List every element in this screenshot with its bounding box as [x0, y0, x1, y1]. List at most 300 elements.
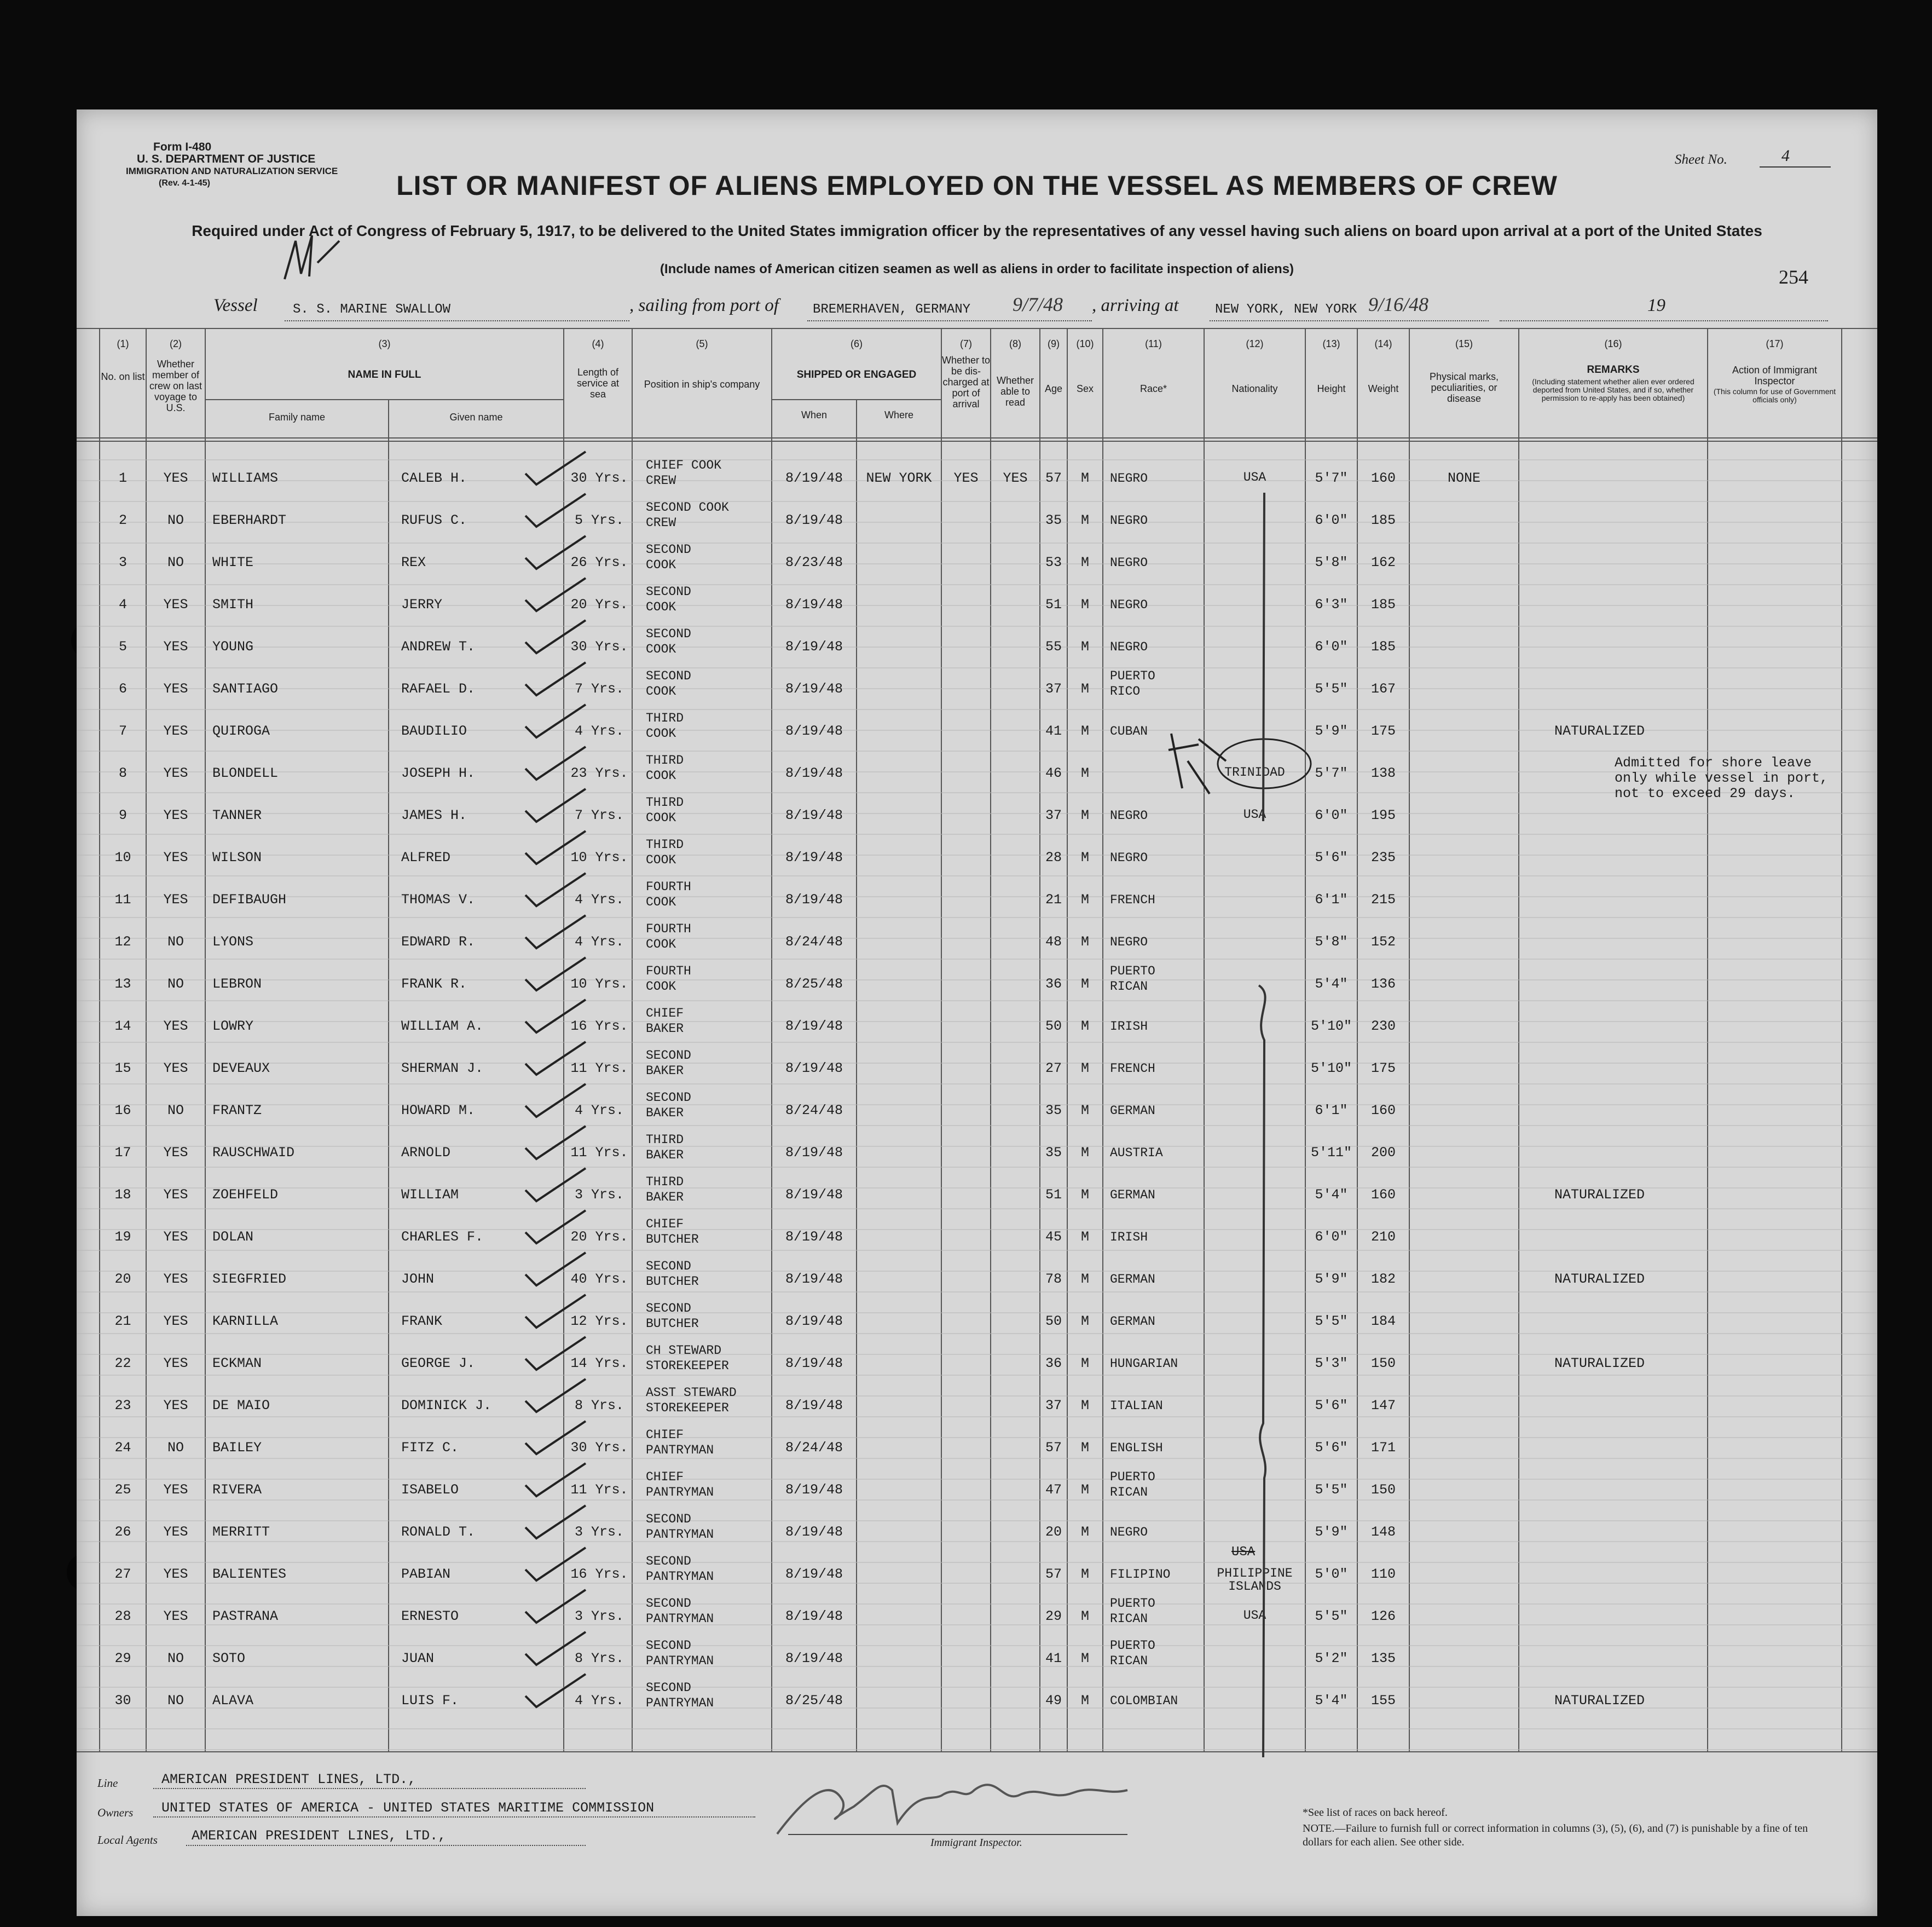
- cell-age: 21: [1045, 892, 1062, 908]
- cell-race-line-1: PUERTO: [1110, 964, 1155, 978]
- cell-when: 8/19/48: [785, 892, 843, 908]
- col-header-weight: Weight: [1368, 383, 1399, 394]
- cell-member: YES: [163, 723, 188, 739]
- cell-race-line-1: NEGRO: [1110, 640, 1148, 654]
- cell-sex: M: [1080, 850, 1089, 866]
- cell-family: WILSON: [212, 850, 262, 866]
- cell-length: 14 Yrs.: [570, 1355, 628, 1371]
- cell-no: 27: [114, 1566, 131, 1582]
- cell-family: RAUSCHWAID: [212, 1145, 295, 1161]
- cell-height: 5'9": [1315, 723, 1348, 739]
- cell-race-line-1: PUERTO: [1110, 669, 1155, 683]
- cell-age: 47: [1045, 1482, 1062, 1498]
- cell-member: NO: [167, 1103, 184, 1118]
- cell-position-line-2: CREW: [646, 474, 676, 488]
- cell-height: 6'0": [1315, 639, 1348, 655]
- cell-no: 10: [114, 850, 131, 866]
- cell-weight: 155: [1370, 1693, 1396, 1709]
- cell-race-line-1: PUERTO: [1110, 1596, 1155, 1611]
- cell-height: 6'1": [1315, 1103, 1348, 1118]
- cell-position-line-1: SECOND: [646, 1259, 691, 1273]
- cell-family: RIVERA: [212, 1482, 262, 1498]
- cell-sex: M: [1080, 1608, 1089, 1624]
- cell-sex: M: [1080, 1524, 1089, 1540]
- cell-position-line-2: BUTCHER: [646, 1317, 699, 1331]
- cell-position-line-2: PANTRYMAN: [646, 1443, 714, 1457]
- cell-when: 8/19/48: [785, 597, 843, 613]
- col-header-family: Family name: [268, 412, 326, 423]
- col-num-11: (11): [1145, 338, 1162, 349]
- cell-given: SHERMAN J.: [401, 1060, 484, 1076]
- cell-race-line-1: COLOMBIAN: [1110, 1694, 1178, 1708]
- cell-sex: M: [1080, 723, 1089, 739]
- inspector-label: Immigrant Inspector.: [930, 1837, 1022, 1849]
- cell-position-line-1: ASST STEWARD: [646, 1386, 737, 1400]
- cell-sex: M: [1080, 934, 1089, 950]
- cell-nat: USA: [1243, 1608, 1266, 1623]
- cell-given: ANDREW T.: [401, 639, 476, 655]
- cell-weight: 135: [1370, 1651, 1396, 1666]
- cell-family: WHITE: [212, 555, 254, 570]
- cell-length: 8 Yrs.: [574, 1651, 624, 1666]
- cell-member: YES: [163, 1060, 188, 1076]
- cell-position-line-2: BAKER: [646, 1106, 684, 1120]
- cell-length: 7 Yrs.: [574, 681, 624, 697]
- cell-sex: M: [1080, 1440, 1089, 1456]
- cell-race-line-1: PUERTO: [1110, 1638, 1155, 1653]
- cell-age: 50: [1045, 1313, 1062, 1329]
- cell-weight: 147: [1370, 1398, 1396, 1413]
- cell-age: 57: [1045, 470, 1062, 486]
- cell-age: 28: [1045, 850, 1062, 866]
- cell-race-line-1: HUNGARIAN: [1110, 1357, 1178, 1371]
- cell-member: YES: [163, 639, 188, 655]
- col-num-4: (4): [592, 338, 604, 349]
- department-line: U. S. DEPARTMENT OF JUSTICE: [137, 153, 316, 165]
- cell-race-line-1: NEGRO: [1110, 514, 1148, 528]
- cell-position-line-1: SECOND: [646, 1681, 691, 1695]
- cell-member: YES: [163, 1271, 188, 1287]
- cell-age: 37: [1045, 681, 1062, 697]
- cell-given: LUIS F.: [401, 1693, 459, 1709]
- cell-weight: 235: [1370, 850, 1396, 866]
- cell-weight: 152: [1370, 934, 1396, 950]
- cell-position-line-1: SECOND: [646, 1638, 691, 1653]
- cell-position-line-2: COOK: [646, 600, 676, 614]
- cell-member: NO: [167, 512, 184, 528]
- cell-when: 8/24/48: [785, 1103, 843, 1118]
- cell-age: 55: [1045, 639, 1062, 655]
- cell-age: 46: [1045, 765, 1062, 781]
- cell-sex: M: [1080, 1271, 1089, 1287]
- cell-position-line-2: CREW: [646, 516, 676, 530]
- cell-position-line-2: PANTRYMAN: [646, 1612, 714, 1626]
- cell-length: 4 Yrs.: [574, 934, 624, 950]
- admitted-note: Admitted for shore leave only while vessel in port, not to exceed 29 days.: [1615, 755, 1829, 801]
- cell-race-line-1: GERMAN: [1110, 1188, 1155, 1202]
- cell-given: JERRY: [401, 597, 443, 613]
- col-header-physical: Physical marks, peculiarities, or disease: [1429, 371, 1499, 404]
- cell-read: YES: [1003, 470, 1028, 486]
- cell-remarks: NATURALIZED: [1554, 1355, 1645, 1371]
- cell-no: 25: [114, 1482, 131, 1498]
- cell-position-line-1: SECOND: [646, 669, 691, 683]
- cell-sex: M: [1080, 765, 1089, 781]
- cell-age: 78: [1045, 1271, 1062, 1287]
- cell-weight: 200: [1370, 1145, 1396, 1161]
- cell-height: 5'9": [1315, 1524, 1348, 1540]
- cell-when: 8/19/48: [785, 1060, 843, 1076]
- cell-height: 5'10": [1310, 1018, 1352, 1034]
- year-label: 19: [1647, 296, 1665, 315]
- cell-no: 7: [118, 723, 127, 739]
- cell-length: 4 Yrs.: [574, 892, 624, 908]
- cell-length: 10 Yrs.: [570, 850, 628, 866]
- cell-weight: 185: [1370, 597, 1396, 613]
- cell-when: 8/25/48: [785, 1693, 843, 1709]
- cell-race-line-1: GERMAN: [1110, 1272, 1155, 1286]
- col-header-nationality: Nationality: [1231, 383, 1278, 394]
- cell-no: 12: [114, 934, 131, 950]
- cell-weight: 171: [1370, 1440, 1396, 1456]
- cell-height: 5'5": [1315, 681, 1348, 697]
- cell-position-line-2: PANTRYMAN: [646, 1696, 714, 1710]
- cell-race-line-2: RICAN: [1110, 979, 1148, 994]
- col-num-3: (3): [378, 338, 391, 349]
- col-header-name: NAME IN FULL: [348, 369, 421, 380]
- cell-family: EBERHARDT: [212, 512, 287, 528]
- cell-member: NO: [167, 555, 184, 570]
- col-num-5: (5): [696, 338, 708, 349]
- owners-label: Owners: [97, 1806, 134, 1819]
- cell-weight: 150: [1370, 1482, 1396, 1498]
- cell-race-line-2: RICAN: [1110, 1485, 1148, 1499]
- cell-sex: M: [1080, 1229, 1089, 1245]
- cell-weight: 160: [1370, 1103, 1396, 1118]
- cell-no: 6: [118, 681, 127, 697]
- cell-member: YES: [163, 807, 188, 823]
- cell-member: YES: [163, 1145, 188, 1161]
- cell-member: YES: [163, 1398, 188, 1413]
- cell-sex: M: [1080, 1693, 1089, 1709]
- cell-when: 8/24/48: [785, 934, 843, 950]
- col-num-9: (9): [1048, 338, 1060, 349]
- cell-no: 19: [114, 1229, 131, 1245]
- cell-race-line-1: IRISH: [1110, 1019, 1148, 1034]
- cell-length: 26 Yrs.: [570, 555, 628, 570]
- cell-family: SOTO: [212, 1651, 246, 1666]
- cell-sex: M: [1080, 807, 1089, 823]
- cell-when: 8/19/48: [785, 1355, 843, 1371]
- cell-weight: 230: [1370, 1018, 1396, 1034]
- cell-age: 57: [1045, 1566, 1062, 1582]
- col-num-10: (10): [1076, 338, 1094, 349]
- col-header-where: Where: [884, 409, 913, 420]
- cell-given: BAUDILIO: [401, 723, 467, 739]
- sailing-port: BREMERHAVEN, GERMANY: [813, 302, 971, 317]
- cell-length: 7 Yrs.: [574, 807, 624, 823]
- cell-position-line-1: CH STEWARD: [646, 1343, 722, 1358]
- cell-when: 8/19/48: [785, 765, 843, 781]
- cell-length: 12 Yrs.: [570, 1313, 628, 1329]
- cell-race-line-1: GERMAN: [1110, 1314, 1155, 1329]
- cell-family: FRANTZ: [212, 1103, 262, 1118]
- cell-sex: M: [1080, 597, 1089, 613]
- cell-nat: USA: [1243, 470, 1266, 484]
- cell-when: 8/19/48: [785, 1018, 843, 1034]
- page-title: LIST OR MANIFEST OF ALIENS EMPLOYED ON THE VESSEL AS MEMBERS OF CREW: [396, 170, 1558, 201]
- cell-length: 8 Yrs.: [574, 1398, 624, 1413]
- cell-age: 35: [1045, 1145, 1062, 1161]
- cell-length: 20 Yrs.: [570, 1229, 628, 1245]
- col-header-age: Age: [1044, 383, 1063, 394]
- cell-weight: 195: [1370, 807, 1396, 823]
- cell-height: 6'3": [1315, 597, 1348, 613]
- col-header-position: Position in ship's company: [644, 379, 760, 390]
- cell-position-line-1: THIRD: [646, 795, 684, 810]
- cell-no: 9: [118, 807, 127, 823]
- cell-age: 51: [1045, 1187, 1062, 1203]
- cell-position-line-2: STOREKEEPER: [646, 1401, 729, 1415]
- cell-age: 36: [1045, 976, 1062, 992]
- cell-no: 18: [114, 1187, 131, 1203]
- cell-position-line-2: BAKER: [646, 1148, 684, 1162]
- cell-when: 8/19/48: [785, 639, 843, 655]
- cell-member: YES: [163, 1482, 188, 1498]
- cell-position-line-1: THIRD: [646, 711, 684, 725]
- cell-position-line-1: FOURTH: [646, 880, 691, 894]
- cell-when: 8/23/48: [785, 555, 843, 570]
- col-header-shipped: SHIPPED OR ENGAGED: [796, 369, 917, 380]
- line-value: AMERICAN PRESIDENT LINES, LTD.,: [161, 1772, 417, 1787]
- cell-height: 5'4": [1315, 1693, 1348, 1709]
- cell-weight: 185: [1370, 639, 1396, 655]
- cell-member: YES: [163, 1187, 188, 1203]
- cell-age: 37: [1045, 807, 1062, 823]
- cell-given: FITZ C.: [401, 1440, 459, 1456]
- cell-position-line-2: COOK: [646, 726, 676, 741]
- cell-race-line-1: AUSTRIA: [1110, 1146, 1163, 1160]
- cell-where: NEW YORK: [866, 470, 932, 486]
- cell-family: LOWRY: [212, 1018, 254, 1034]
- cell-when: 8/19/48: [785, 1398, 843, 1413]
- cell-race-line-1: CUBAN: [1110, 724, 1148, 739]
- cell-member: NO: [167, 1651, 184, 1666]
- cell-race-line-1: NEGRO: [1110, 809, 1148, 823]
- cell-length: 11 Yrs.: [570, 1060, 628, 1076]
- cell-no: 29: [114, 1651, 131, 1666]
- cell-sex: M: [1080, 892, 1089, 908]
- cell-race-line-1: FILIPINO: [1110, 1567, 1171, 1582]
- col-num-12: (12): [1246, 338, 1264, 349]
- cell-age: 53: [1045, 555, 1062, 570]
- cell-when: 8/19/48: [785, 1608, 843, 1624]
- cell-sex: M: [1080, 1103, 1089, 1118]
- cell-weight: 126: [1370, 1608, 1396, 1624]
- cell-no: 17: [114, 1145, 131, 1161]
- cell-given: ISABELO: [401, 1482, 459, 1498]
- cell-family: YOUNG: [212, 639, 254, 655]
- cell-length: 3 Yrs.: [574, 1608, 624, 1624]
- cell-sex: M: [1080, 470, 1089, 486]
- cell-height: 5'4": [1315, 1187, 1348, 1203]
- cell-no: 13: [114, 976, 131, 992]
- cell-age: 29: [1045, 1608, 1062, 1624]
- cell-position-line-1: SECOND: [646, 543, 691, 557]
- cell-member: NO: [167, 1693, 184, 1709]
- cell-when: 8/19/48: [785, 850, 843, 866]
- cell-position-line-1: SECOND: [646, 1048, 691, 1063]
- cell-member: YES: [163, 1608, 188, 1624]
- col-num-15: (15): [1455, 338, 1473, 349]
- cell-position-line-2: COOK: [646, 684, 676, 699]
- cell-given: RUFUS C.: [401, 512, 467, 528]
- cell-position-line-1: THIRD: [646, 753, 684, 768]
- col-header-member: Whether member of crew on last voyage to U.S.: [149, 359, 203, 413]
- cell-family: LEBRON: [212, 976, 262, 992]
- cell-weight: 184: [1370, 1313, 1396, 1329]
- cell-age: 50: [1045, 1018, 1062, 1034]
- cell-length: 11 Yrs.: [570, 1482, 628, 1498]
- cell-race-line-1: NEGRO: [1110, 851, 1148, 865]
- cell-height: 6'0": [1315, 807, 1348, 823]
- sailing-label: , sailing from port of: [629, 296, 779, 315]
- cell-weight: 215: [1370, 892, 1396, 908]
- cell-race-line-1: IRISH: [1110, 1230, 1148, 1244]
- cell-age: 41: [1045, 723, 1062, 739]
- cell-when: 8/19/48: [785, 1187, 843, 1203]
- cell-position-line-2: BUTCHER: [646, 1274, 699, 1289]
- cell-height: 5'6": [1315, 1398, 1348, 1413]
- cell-position-line-1: FOURTH: [646, 964, 691, 978]
- cell-sex: M: [1080, 1187, 1089, 1203]
- cell-sex: M: [1080, 1566, 1089, 1582]
- cell-when: 8/19/48: [785, 470, 843, 486]
- cell-family: WILLIAMS: [212, 470, 279, 486]
- cell-when: 8/25/48: [785, 976, 843, 992]
- cell-race-line-2: RICAN: [1110, 1612, 1148, 1626]
- cell-race-line-1: NEGRO: [1110, 935, 1148, 949]
- form-number: Form I-480: [153, 141, 212, 153]
- owners-value: UNITED STATES OF AMERICA - UNITED STATES MARITIME COMMISSION: [161, 1800, 655, 1816]
- cell-height: 5'7": [1315, 765, 1348, 781]
- cell-discharged: YES: [953, 470, 979, 486]
- cell-family: SMITH: [212, 597, 254, 613]
- cell-position-line-2: COOK: [646, 769, 676, 783]
- cell-family: QUIROGA: [212, 723, 270, 739]
- cell-height: 5'6": [1315, 1440, 1348, 1456]
- cell-position-line-2: STOREKEEPER: [646, 1359, 729, 1373]
- cell-weight: 210: [1370, 1229, 1396, 1245]
- cell-sex: M: [1080, 1145, 1089, 1161]
- cell-no: 2: [118, 512, 127, 528]
- cell-family: DEFIBAUGH: [212, 892, 287, 908]
- cell-position-line-1: SECOND: [646, 1301, 691, 1316]
- cell-family: MERRITT: [212, 1524, 270, 1540]
- cell-member: YES: [163, 850, 188, 866]
- cell-weight: 182: [1370, 1271, 1396, 1287]
- cell-no: 24: [114, 1440, 131, 1456]
- cell-member: NO: [167, 1440, 184, 1456]
- cell-position-line-1: SECOND: [646, 1091, 691, 1105]
- agents-label: Local Agents: [97, 1833, 158, 1847]
- arriving-date: 9/16/48: [1368, 293, 1429, 315]
- cell-given: ERNESTO: [401, 1608, 459, 1624]
- cell-given: JUAN: [401, 1651, 435, 1666]
- cell-position-line-1: SECOND: [646, 1596, 691, 1611]
- cell-no: 22: [114, 1355, 131, 1371]
- cell-given: JOSEPH H.: [401, 765, 476, 781]
- cell-length: 10 Yrs.: [570, 976, 628, 992]
- cell-race-line-1: PUERTO: [1110, 1470, 1155, 1484]
- penalty-note: NOTE.—Failure to furnish full or correct information in columns (3), (5), (6), and (7) is punishable by a fine of ten dollars for each alien. See other side.: [1303, 1822, 1808, 1848]
- cell-position-line-1: SECOND: [646, 1512, 691, 1526]
- cell-position-line-2: COOK: [646, 642, 676, 656]
- cell-weight: 138: [1370, 765, 1396, 781]
- cell-length: 3 Yrs.: [574, 1524, 624, 1540]
- cell-family: BLONDELL: [212, 765, 279, 781]
- cell-race-line-1: FRENCH: [1110, 893, 1155, 907]
- cell-physical: NONE: [1447, 470, 1480, 486]
- col-header-race: Race*: [1139, 383, 1167, 394]
- cell-length: 20 Yrs.: [570, 597, 628, 613]
- cell-family: DE MAIO: [212, 1398, 270, 1413]
- cell-weight: 175: [1370, 1060, 1396, 1076]
- col-num-14: (14): [1374, 338, 1392, 349]
- cell-length: 4 Yrs.: [574, 1693, 624, 1709]
- arriving-port: NEW YORK, NEW YORK: [1215, 302, 1357, 317]
- agents-value: AMERICAN PRESIDENT LINES, LTD.,: [192, 1828, 447, 1844]
- cell-position-line-2: PANTRYMAN: [646, 1527, 714, 1542]
- cell-no: 11: [114, 892, 131, 908]
- cell-given: EDWARD R.: [401, 934, 476, 950]
- cell-length: 11 Yrs.: [570, 1145, 628, 1161]
- cell-height: 6'1": [1315, 892, 1348, 908]
- cell-given: GEORGE J.: [401, 1355, 476, 1371]
- cell-sex: M: [1080, 555, 1089, 570]
- col-header-read: Whether able to read: [996, 375, 1034, 408]
- col-header-discharged: Whether to be dis-charged at port of arrival: [941, 355, 991, 409]
- col-num-17: (17): [1766, 338, 1784, 349]
- cell-given: DOMINICK J.: [401, 1398, 492, 1413]
- cell-height: 5'5": [1315, 1608, 1348, 1624]
- col-header-given: Given name: [449, 412, 503, 423]
- col-header-sex: Sex: [1076, 383, 1094, 394]
- cell-sex: M: [1080, 1313, 1089, 1329]
- cell-weight: 136: [1370, 976, 1396, 992]
- sheet-value: 4: [1781, 147, 1790, 165]
- cell-position-line-2: COOK: [646, 558, 676, 572]
- col-header-when: When: [801, 409, 828, 420]
- cell-weight: 148: [1370, 1524, 1396, 1540]
- cell-no: 4: [118, 597, 127, 613]
- cell-position-line-1: CHIEF: [646, 1217, 684, 1231]
- cell-age: 27: [1045, 1060, 1062, 1076]
- cell-position-line-2: COOK: [646, 811, 676, 825]
- cell-nat: USA: [1243, 807, 1266, 822]
- cell-given: WILLIAM A.: [401, 1018, 484, 1034]
- cell-position-line-1: CHIEF: [646, 1428, 684, 1442]
- arriving-label: , arriving at: [1092, 296, 1179, 315]
- cell-given: FRANK: [401, 1313, 443, 1329]
- stamped-page-number: 254: [1779, 266, 1808, 288]
- cell-given: FRANK R.: [401, 976, 467, 992]
- cell-remarks: NATURALIZED: [1554, 723, 1645, 739]
- cell-age: 48: [1045, 934, 1062, 950]
- cell-race-line-1: NEGRO: [1110, 471, 1148, 486]
- cell-sex: M: [1080, 976, 1089, 992]
- cell-given: WILLIAM: [401, 1187, 459, 1203]
